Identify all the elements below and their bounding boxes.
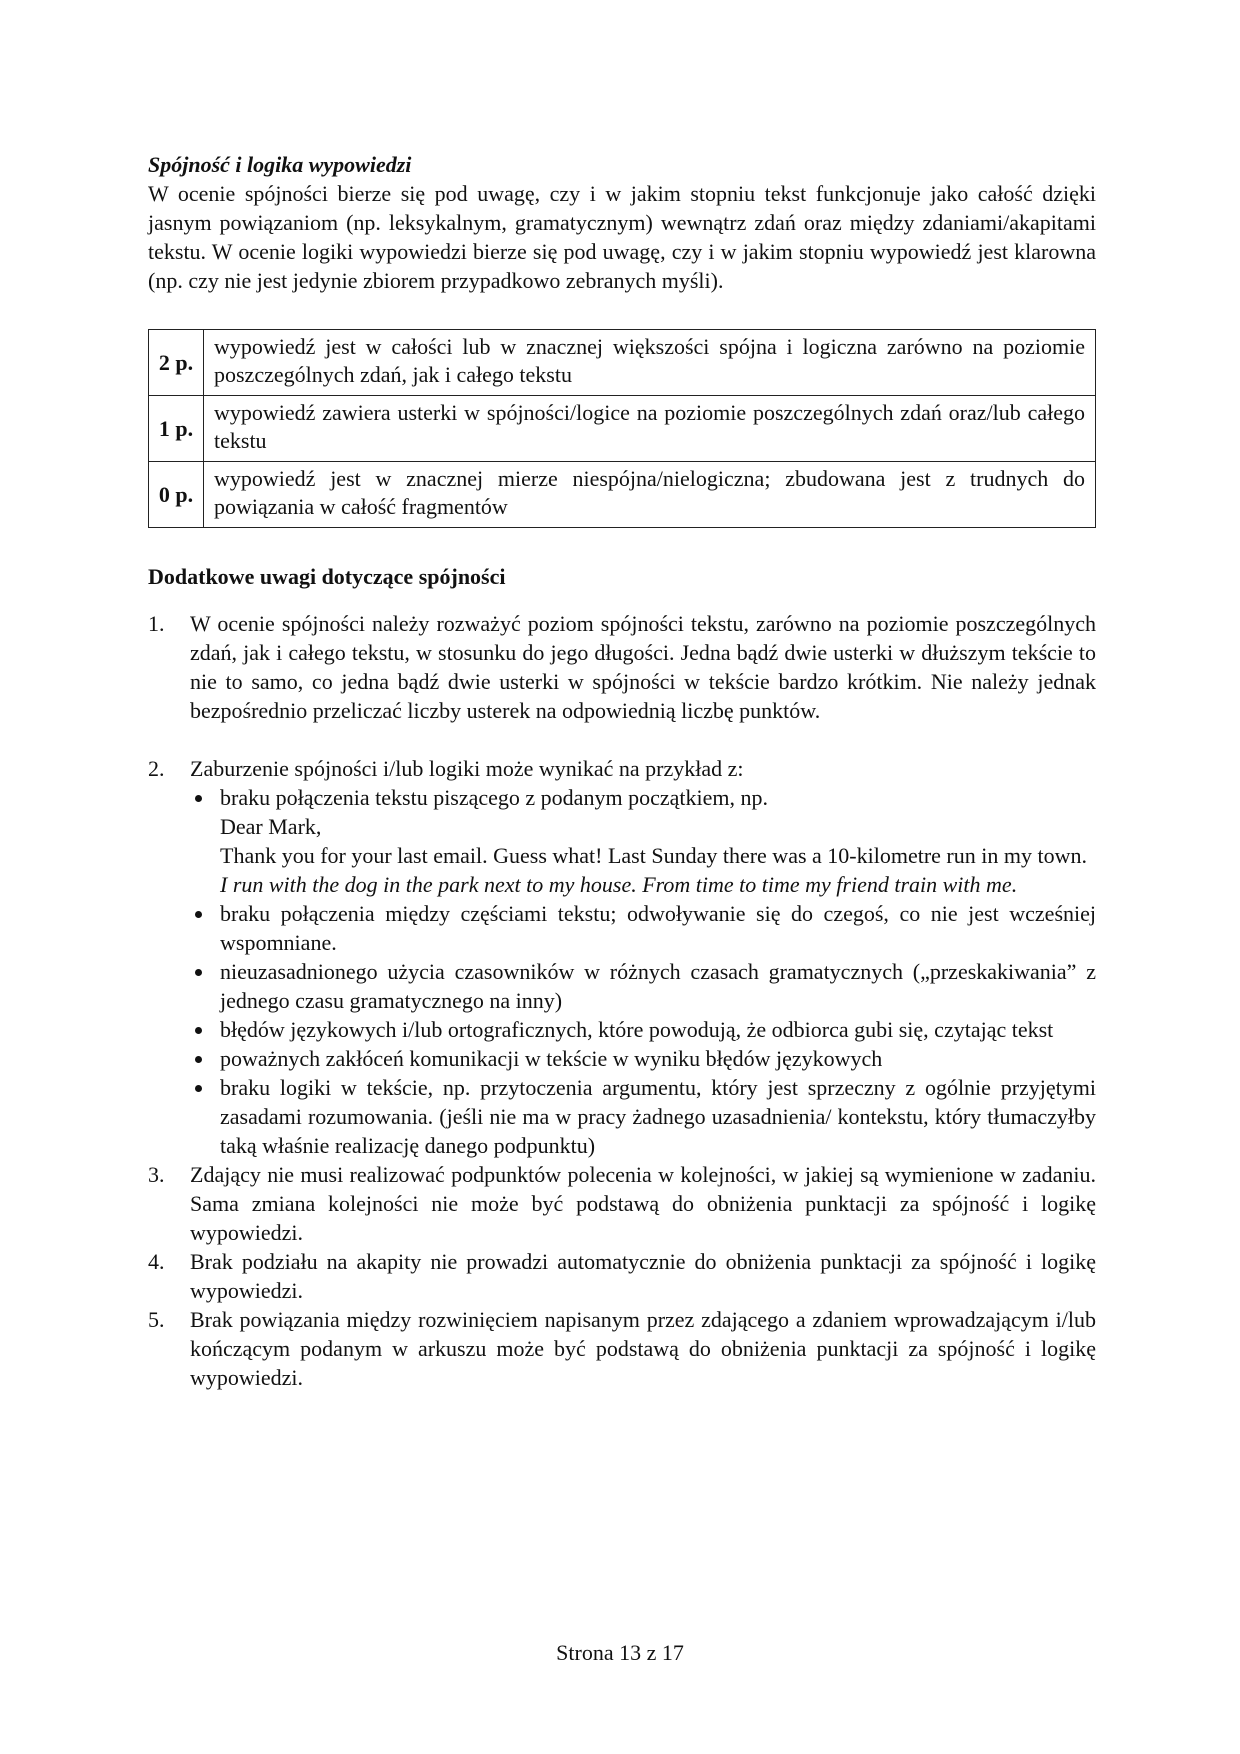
- bullet-text: braku połączenia między częściami tekstu; odwoływanie się do czegoś, co nie jest wcześniej wspomniane.: [220, 901, 1096, 955]
- table-row: [149, 462, 1096, 528]
- example-salutation: Dear Mark,: [220, 814, 322, 839]
- bullet-text: braku połączenia tekstu piszącego z podanym początkiem, np.: [220, 785, 768, 810]
- list-item: [148, 1305, 1096, 1392]
- item-number: 3.: [148, 1162, 165, 1187]
- item-number: 4.: [148, 1249, 165, 1274]
- item-text: Zdający nie musi realizować podpunktów polecenia w kolejności, w jakiej są wymienione w zadaniu. Sama zmiana kolejności nie może być podstawą do obniżenia punktacji za spójność i logikę wypowiedzi.: [190, 1162, 1096, 1245]
- bullet-item: [190, 1044, 1096, 1073]
- bullet-text: błędów językowych i/lub ortograficznych, które powodują, że odbiorca gubi się, czytając tekst: [220, 1017, 1054, 1042]
- table-row: [149, 396, 1096, 462]
- bullet-item: [190, 899, 1096, 957]
- item-text: Brak podziału na akapity nie prowadzi automatycznie do obniżenia punktacji za spójność i logikę wypowiedzi.: [190, 1249, 1096, 1303]
- item-text: W ocenie spójności należy rozważyć poziom spójności tekstu, zarówno na poziomie poszczególnych zdań, jak i całego tekstu, w stosunku do jego długości. Jedna bądź dwie usterki w dłuższym tekście to nie to samo, co jedna bądź dwie usterki w spójności w tekście bardzo krótkim. Nie należy jednak bezpośrednio przeliczać liczby usterek na odpowiednią liczbę punktów.: [190, 611, 1096, 723]
- scoring-table: [148, 329, 1096, 528]
- points-cell: 1 p.: [149, 396, 204, 462]
- notes-title: Dodatkowe uwagi dotyczące spójności: [148, 564, 506, 589]
- bullet-text: nieuzasadnionego użycia czasowników w różnych czasach gramatycznych („przeskakiwania” z jednego czasu gramatycznego na inny): [220, 959, 1096, 1013]
- example-given-start: Thank you for your last email. Guess what! Last Sunday there was a 10-kilometre run in my town.: [220, 843, 1087, 868]
- notes-list: [148, 609, 1096, 1392]
- bullet-item: [190, 957, 1096, 1015]
- bullet-text: braku logiki w tekście, np. przytoczenia argumentu, który jest sprzeczny z ogólnie przyjętymi zasadami rozumowania. (jeśli nie ma w pracy żadnego uzasadnienia/ kontekstu, który tłumaczyłby taką właśnie realizację danego podpunktu): [220, 1075, 1096, 1158]
- item-number: 2.: [148, 756, 165, 781]
- example-student-text: I run with the dog in the park next to my house. From time to time my friend train with me.: [220, 872, 1018, 897]
- description-cell: wypowiedź jest w całości lub w znacznej większości spójna i logiczna zarówno na poziomie poszczególnych zdań, jak i całego tekstu: [204, 330, 1096, 396]
- points-cell: 2 p.: [149, 330, 204, 396]
- section-title: Spójność i logika wypowiedzi: [148, 152, 412, 177]
- bullet-item: [190, 783, 1096, 899]
- item-number: 5.: [148, 1307, 165, 1332]
- description-cell: wypowiedź jest w znacznej mierze niespójna/nielogiczna; zbudowana jest z trudnych do powiązania w całość fragmentów: [204, 462, 1096, 528]
- list-item: [148, 1247, 1096, 1305]
- item-text: Brak powiązania między rozwinięciem napisanym przez zdającego a zdaniem wprowadzającym i/lub kończącym podanym w arkuszu może być podstawą do obniżenia punktacji za spójność i logikę wypowiedzi.: [190, 1307, 1096, 1390]
- section-intro: W ocenie spójności bierze się pod uwagę, czy i w jakim stopniu tekst funkcjonuje jako całość dzięki jasnym powiązaniom (np. leksykalnym, gramatycznym) wewnątrz zdań oraz między zdaniami/akapitami tekstu. W ocenie logiki wypowiedzi bierze się pod uwagę, czy i w jakim stopniu wypowiedź jest klarowna (np. czy nie jest jedynie zbiorem przypadkowo zebranych myśli).: [148, 181, 1096, 293]
- description-cell: wypowiedź zawiera usterki w spójności/logice na poziomie poszczególnych zdań oraz/lub całego tekstu: [204, 396, 1096, 462]
- item-number: 1.: [148, 611, 165, 636]
- bullet-item: [190, 1015, 1096, 1044]
- page-number: Strona 13 z 17: [556, 1640, 684, 1665]
- list-item: [148, 754, 1096, 1160]
- item-text: Zaburzenie spójności i/lub logiki może wynikać na przykład z:: [190, 756, 744, 781]
- bullet-item: [190, 1073, 1096, 1160]
- bullet-list: [190, 783, 1096, 1160]
- list-item: [148, 609, 1096, 725]
- list-item: [148, 1160, 1096, 1247]
- document-page: [148, 150, 1096, 1392]
- table-row: [149, 330, 1096, 396]
- points-cell: 0 p.: [149, 462, 204, 528]
- bullet-text: poważnych zakłóceń komunikacji w tekście w wyniku błędów językowych: [220, 1046, 883, 1071]
